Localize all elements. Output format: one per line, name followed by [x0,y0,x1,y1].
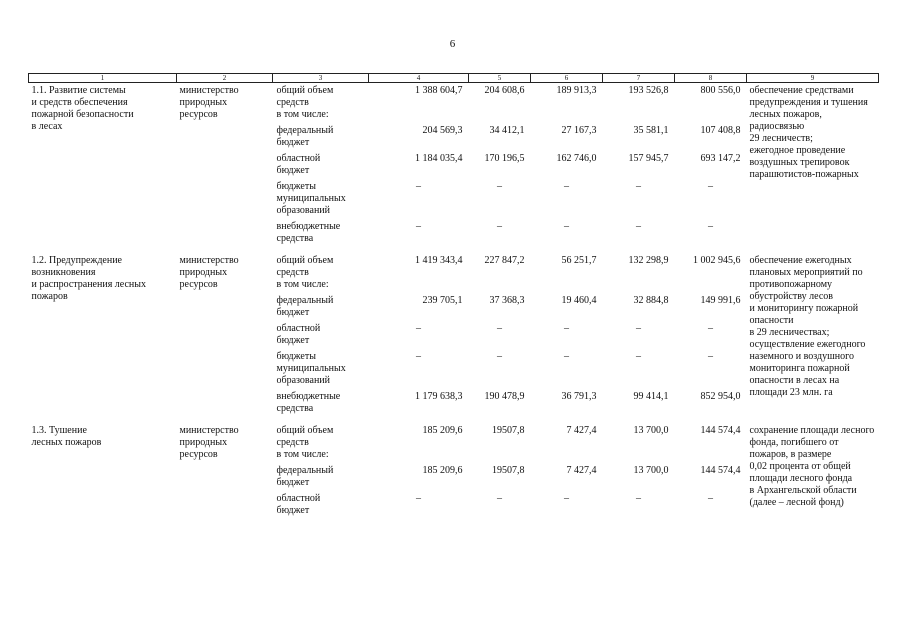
amount-cell: 19507,8 [492,465,525,476]
amount-cell: 852 954,0 [700,391,741,402]
activity-title: 1.2. Предупреждение возникновения и распространения лесных пожаров [31,255,146,302]
amount-cell: 190 478,9 [484,391,525,402]
amount-cell: 185 209,6 [422,425,463,436]
amount-cell: 144 574,4 [700,425,741,436]
funding-source: общий объем средств [276,425,334,448]
page-number: 6 [449,38,456,50]
amount-cell [369,449,469,461]
amount-cell [469,279,531,291]
amount-cell [675,109,747,121]
column-number: 6 [531,74,603,83]
amount-cell [531,449,603,461]
expected-outcome: обеспечение ежегодных плановых мероприятий по противопожарному обустройству лесов и мониторингу пожарной опасности в 29 лесничествах; осуществление ежегодного наземного и воздушного мониторинга пожарной опасности в лесах на площади 23 млн. га [749,255,866,398]
amount-cell: – [636,323,641,334]
amount-cell: – [636,351,641,362]
amount-cell: 13 700,0 [633,425,669,436]
funding-source: федеральный бюджет [276,125,334,148]
amount-cell: – [636,493,641,504]
executor: министерство природных ресурсов [179,85,239,120]
amount-cell: 19 460,4 [561,295,597,306]
amount-cell [603,109,675,121]
amount-cell: 170 196,5 [484,153,525,164]
executor: министерство природных ресурсов [179,425,239,460]
amount-cell: – [708,351,713,362]
amount-cell: – [416,323,421,334]
amount-cell: – [564,221,569,232]
amount-cell: – [564,351,569,362]
funding-source: областной бюджет [276,493,321,516]
column-number: 7 [603,74,675,83]
section-spacer [29,245,879,253]
funding-source: бюджеты муниципальных образований [276,181,346,216]
amount-cell [531,279,603,291]
amount-cell: 162 746,0 [556,153,597,164]
amount-cell: 32 884,8 [633,295,669,306]
funding-source: федеральный бюджет [276,295,334,318]
amount-cell: 204 569,3 [422,125,463,136]
amount-cell: – [497,221,502,232]
amount-cell: – [497,323,502,334]
funding-source: внебюджетные средства [276,221,341,244]
executor: министерство природных ресурсов [179,255,239,290]
amount-cell [469,449,531,461]
amount-cell: 204 608,6 [484,85,525,96]
funding-source: общий объем средств [276,85,334,108]
amount-cell: 157 945,7 [628,153,669,164]
amount-cell [369,279,469,291]
amount-cell: 1 179 638,3 [415,391,463,402]
funding-source: в том числе: [276,449,329,460]
amount-cell: 107 408,8 [700,125,741,136]
table-row [29,253,879,279]
amount-cell: – [636,221,641,232]
activity-title: 1.1. Развитие системы и средств обеспечения пожарной безопасности в лесах [31,85,134,132]
column-number: 9 [747,74,879,83]
amount-cell: 185 209,6 [422,465,463,476]
column-number: 5 [469,74,531,83]
amount-cell: 800 556,0 [700,85,741,96]
amount-cell: – [708,221,713,232]
amount-cell: – [497,493,502,504]
column-number: 1 [29,74,177,83]
funding-source: в том числе: [276,279,329,290]
table-row [29,423,879,449]
amount-cell: 36 791,3 [561,391,597,402]
amount-cell: 1 388 604,7 [415,85,463,96]
amount-cell: – [708,493,713,504]
amount-cell: 1 419 343,4 [415,255,463,266]
amount-cell: – [416,493,421,504]
amount-cell: – [564,181,569,192]
expected-outcome: обеспечение средствами предупреждения и тушения лесных пожаров, радиосвязью 29 лесничеств; ежегодное проведение воздушных трепировок парашютистов-пожарных [749,85,868,180]
amount-cell: 99 414,1 [633,391,669,402]
amount-cell: 132 298,9 [628,255,669,266]
amount-cell: 144 574,4 [700,465,741,476]
amount-cell: 7 427,4 [566,465,597,476]
expected-outcome: сохранение площади лесного фонда, погибшего от пожаров, в размере 0,02 процента от общей площади лесного фонда в Архангельской области (далее – лесной фонд) [749,425,875,508]
amount-cell [603,279,675,291]
amount-cell: 34 412,1 [489,125,525,136]
amount-cell: – [416,181,421,192]
funding-source: областной бюджет [276,153,321,176]
amount-cell: – [708,181,713,192]
amount-cell: 35 581,1 [633,125,669,136]
amount-cell: – [497,181,502,192]
amount-cell: 7 427,4 [566,425,597,436]
amount-cell: 149 991,6 [700,295,741,306]
program-table [28,73,879,517]
amount-cell: 1 002 945,6 [693,255,741,266]
amount-cell: – [636,181,641,192]
amount-cell: 193 526,8 [628,85,669,96]
amount-cell: 13 700,0 [633,465,669,476]
amount-cell [469,109,531,121]
amount-cell: – [416,351,421,362]
amount-cell: – [564,493,569,504]
amount-cell: 227 847,2 [484,255,525,266]
activity-title: 1.3. Тушение лесных пожаров [31,425,102,448]
funding-source: областной бюджет [276,323,321,346]
amount-cell: 27 167,3 [561,125,597,136]
amount-cell: 19507,8 [492,425,525,436]
funding-source: бюджеты муниципальных образований [276,351,346,386]
amount-cell: 693 147,2 [700,153,741,164]
column-number: 3 [273,74,369,83]
amount-cell: – [416,221,421,232]
amount-cell: 37 368,3 [489,295,525,306]
amount-cell [675,449,747,461]
column-number-row [29,74,879,83]
funding-source: в том числе: [276,109,329,120]
funding-source: федеральный бюджет [276,465,334,488]
amount-cell: 56 251,7 [561,255,597,266]
column-number: 2 [177,74,273,83]
funding-source: внебюджетные средства [276,391,341,414]
amount-cell [369,109,469,121]
amount-cell [675,279,747,291]
amount-cell [603,449,675,461]
amount-cell: – [708,323,713,334]
amount-cell: 239 705,1 [422,295,463,306]
section-spacer [29,415,879,423]
amount-cell: 189 913,3 [556,85,597,96]
column-number: 8 [675,74,747,83]
funding-source: общий объем средств [276,255,334,278]
column-number: 4 [369,74,469,83]
amount-cell: – [497,351,502,362]
amount-cell: – [564,323,569,334]
table-row [29,83,879,110]
amount-cell [531,109,603,121]
amount-cell: 1 184 035,4 [415,153,463,164]
